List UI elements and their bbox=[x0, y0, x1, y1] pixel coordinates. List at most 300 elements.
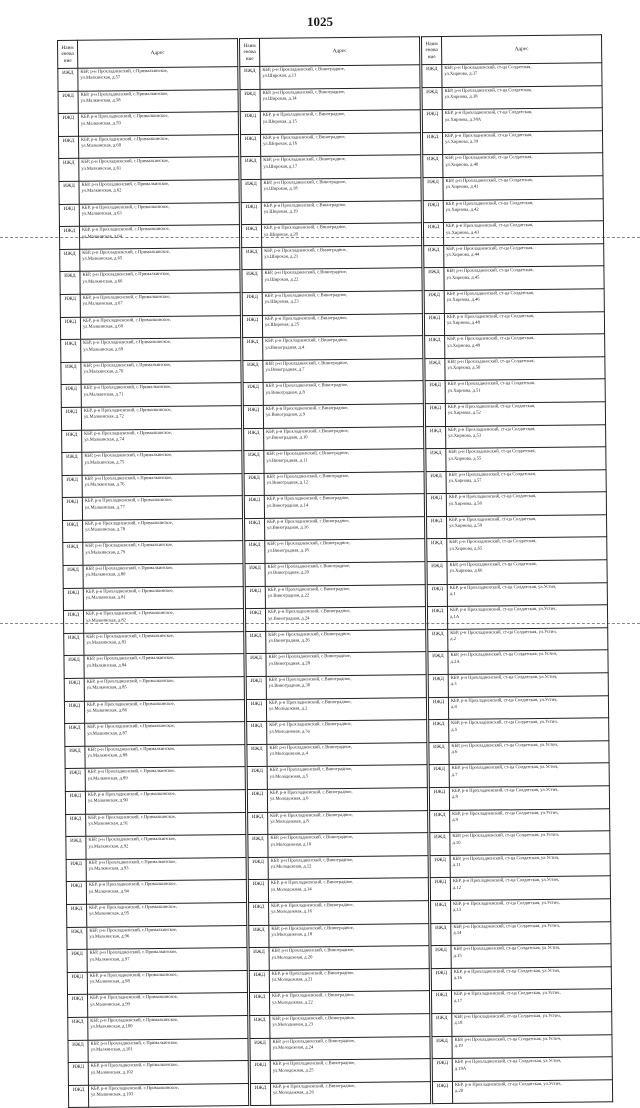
row-type: ИЖД bbox=[67, 995, 87, 1018]
row-address bbox=[265, 562, 425, 586]
row-type: ИЖД bbox=[68, 1017, 88, 1040]
table-row bbox=[59, 157, 239, 181]
table-row bbox=[430, 808, 610, 832]
address-line-1: КБР, р-н Прохладненский, ст-ца Солдатская, bbox=[446, 312, 535, 319]
table-row bbox=[248, 878, 428, 902]
row-address bbox=[80, 293, 240, 317]
row-address bbox=[83, 564, 243, 588]
row-type: ИЖД bbox=[423, 177, 443, 200]
address-line-1: КБР, р-н Прохладненский, с.Прималкинское, bbox=[87, 745, 176, 752]
row-address bbox=[447, 537, 607, 561]
address-line-1: КБР, р-н Прохладненский, ст-ца Солдатская, ул.Устич, bbox=[453, 922, 560, 929]
row-address bbox=[85, 790, 245, 814]
address-table-2 bbox=[239, 36, 431, 1106]
table-row bbox=[423, 198, 603, 222]
row-type: ИЖД bbox=[246, 699, 266, 722]
row-type: ИЖД bbox=[430, 833, 450, 856]
row-type: ИЖД bbox=[243, 383, 263, 406]
table-row bbox=[249, 923, 429, 947]
address-line-2: ул.Малкинская, д.91 bbox=[88, 820, 129, 826]
table-row bbox=[244, 494, 424, 518]
address-line-1: КБР, р-н Прохладненский, с.Виноградное, bbox=[267, 608, 351, 615]
address-line-2: ул.Малкинская, д.85 bbox=[86, 684, 127, 691]
row-address bbox=[83, 609, 243, 633]
row-address bbox=[88, 1015, 248, 1039]
table-row bbox=[62, 451, 242, 475]
row-address bbox=[449, 763, 609, 787]
row-address bbox=[266, 652, 426, 676]
address-line-2: ул.Хирнова, д.37 bbox=[444, 71, 478, 77]
table-row bbox=[59, 134, 239, 158]
row-type: ИЖД bbox=[432, 1013, 452, 1036]
address-line-1: КБР, р-н Прохладненский, ст-ца Солдатская, ул.Устич, bbox=[449, 606, 557, 613]
row-address bbox=[81, 383, 241, 407]
row-address bbox=[446, 469, 606, 493]
table-row bbox=[428, 673, 608, 697]
table-row bbox=[68, 1061, 248, 1085]
row-type: ИЖД bbox=[431, 946, 451, 969]
address-line-2: ул.Широкая, д.18 bbox=[263, 185, 298, 192]
address-line-2: д.14 bbox=[453, 929, 462, 935]
table-row bbox=[60, 247, 240, 271]
row-type: ИЖД bbox=[245, 586, 265, 609]
row-type: ИЖД bbox=[64, 656, 84, 679]
table-row bbox=[62, 496, 242, 520]
table-row bbox=[428, 650, 608, 674]
address-line-1: КБР, р-н Прохладненский, с.Прималкинское, bbox=[90, 1061, 179, 1068]
table-row bbox=[61, 338, 241, 362]
address-line-1: КБР, р-н Прохладненский, ст-ца Солдатская, ул.Устич, bbox=[450, 673, 558, 680]
address-line-2: ул.Малкинская, д.66 bbox=[82, 278, 123, 284]
table-row bbox=[242, 291, 422, 315]
address-line-1: КБР, р-н Прохладненский, с.Прималкинское, bbox=[84, 429, 172, 436]
row-type: ИЖД bbox=[430, 878, 450, 901]
row-type: ИЖД bbox=[428, 629, 448, 652]
address-line-1: КБР, р-н Прохладненский, с.Прималкинское, bbox=[81, 203, 170, 210]
row-type: ИЖД bbox=[67, 904, 87, 927]
table-row bbox=[240, 132, 420, 156]
row-type: ИЖД bbox=[242, 270, 262, 293]
address-line-2: ул.Малкинская, д.57 bbox=[80, 74, 121, 81]
row-type: ИЖД bbox=[426, 426, 446, 449]
table-row bbox=[60, 293, 240, 317]
address-line-2: д.2А bbox=[450, 658, 460, 664]
address-line-2: ул.Молодежная, д.23 bbox=[272, 1021, 314, 1028]
address-line-2: ул.Виноградная, д.8 bbox=[265, 389, 305, 395]
address-line-1: КБР, р-н Прохладненский, ст-ца Солдатская, bbox=[445, 222, 534, 229]
address-line-2: д.3 bbox=[450, 681, 457, 687]
address-line-2: д.18 bbox=[454, 1020, 463, 1026]
table-row bbox=[248, 855, 428, 879]
address-line-2: ул.Хирнова, д.51 bbox=[447, 387, 481, 393]
row-type: ИЖД bbox=[60, 317, 80, 340]
address-line-2: д.15 bbox=[453, 952, 462, 958]
address-line-2: ул.Малкинская, д.70 bbox=[83, 368, 124, 374]
row-address bbox=[270, 1081, 430, 1105]
table-row bbox=[431, 921, 611, 945]
address-line-2: ул.Широкая, д.13 bbox=[262, 72, 297, 79]
row-address bbox=[260, 87, 420, 111]
table-row bbox=[247, 788, 427, 812]
table-row bbox=[60, 270, 240, 294]
address-line-2: ул.Виноградная, д.18 bbox=[267, 547, 309, 553]
row-address bbox=[269, 946, 429, 970]
table-row bbox=[59, 180, 239, 204]
row-type: ИЖД bbox=[64, 678, 84, 701]
row-address bbox=[452, 1034, 612, 1058]
row-type: ИЖД bbox=[243, 337, 263, 360]
address-line-2: д.10 bbox=[452, 839, 461, 845]
row-type: ИЖД bbox=[240, 89, 260, 112]
row-type: ИЖД bbox=[246, 631, 266, 654]
table-row bbox=[422, 131, 602, 155]
address-line-1: КБР, р-н Прохладненский, с.Виноградное, bbox=[271, 947, 355, 953]
address-line-2: ул.Широкая, д.21 bbox=[264, 253, 299, 259]
address-line-2: ул.Молодежная, д.22 bbox=[272, 999, 313, 1005]
table-row bbox=[244, 471, 424, 495]
address-line-1: КБР, р-н Прохладненский, с.Прималкинское, bbox=[84, 497, 173, 504]
table-row bbox=[428, 628, 608, 652]
row-type: ИЖД bbox=[60, 249, 80, 272]
row-address bbox=[443, 153, 603, 177]
row-type: ИЖД bbox=[245, 563, 265, 586]
address-line-1: КБР, р-н Прохладненский, ст-ца Солдатская, ул.Устич, bbox=[451, 719, 558, 726]
row-address bbox=[443, 176, 603, 200]
address-line-1: КБР, р-н Прохладненский, с.Прималкинское, bbox=[90, 1016, 179, 1023]
table-row bbox=[250, 1081, 430, 1105]
address-line-2: ул.Молодежная, д.26 bbox=[273, 1089, 314, 1095]
row-address bbox=[264, 471, 424, 495]
row-address bbox=[444, 266, 604, 290]
address-line-2: ул.Молодежная, д.24 bbox=[272, 1044, 314, 1050]
table-row bbox=[429, 763, 609, 787]
row-type: ИЖД bbox=[242, 292, 262, 315]
row-type: ИЖД bbox=[248, 835, 268, 858]
address-line-1: КБР, р-н Прохладненский, ст-ца Солдатская, bbox=[444, 109, 533, 116]
table-row bbox=[66, 812, 246, 836]
address-line-1: КБР, р-н Прохладненский, ст-ца Солдатская, ул.Устич, bbox=[450, 651, 558, 658]
row-type: ИЖД bbox=[63, 588, 83, 611]
row-address bbox=[81, 405, 241, 429]
row-type: ИЖД bbox=[426, 471, 446, 494]
address-line-1: КБР, р-н Прохладненский, ст-ца Солдатская, bbox=[448, 493, 537, 500]
address-line-2: ул.Малкинская, д.58 bbox=[80, 97, 121, 103]
address-line-1: КБР, р-н Прохладненский, ст-ца Солдатская, ул.Устич, bbox=[453, 967, 561, 974]
header-type-line: енова bbox=[61, 51, 74, 58]
row-type: ИЖД bbox=[428, 697, 448, 720]
address-line-1: КБР, р-н Прохладненский, с.Прималкинское, bbox=[90, 994, 178, 1001]
row-type: ИЖД bbox=[244, 428, 264, 451]
address-line-1: КБР, р-н Прохладненский, с.Виноградное, bbox=[265, 382, 349, 389]
table-row bbox=[427, 515, 607, 539]
row-type: ИЖД bbox=[431, 991, 451, 1014]
address-line-1: КБР, р-н Прохладненский, с.Виноградное, bbox=[263, 133, 346, 140]
address-line-2: ул.Хирнова, д.46 bbox=[446, 296, 480, 303]
address-line-1: КБР, р-н Прохладненский, с.Виноградное, bbox=[271, 924, 354, 931]
address-line-2: ул.Малкинская, д.97 bbox=[89, 955, 130, 962]
address-line-1: КБР, р-н Прохладненский, с.Виноградное, bbox=[267, 585, 351, 592]
table-row bbox=[247, 720, 427, 744]
row-address bbox=[270, 1059, 430, 1083]
address-line-2: ул.Молодежная, д.3а bbox=[269, 728, 310, 734]
address-line-1: КБР, р-н Прохладненский, с.Прималкинское, bbox=[86, 677, 175, 684]
row-address bbox=[78, 89, 238, 113]
address-line-2: ул.Малкинская, д.98 bbox=[89, 978, 130, 984]
page-number: 1025 bbox=[307, 14, 333, 29]
row-address bbox=[267, 765, 427, 789]
address-line-2: ул.Виноградная, д.22 bbox=[267, 592, 310, 598]
address-line-2: ул.Хирнова, д.49 bbox=[447, 342, 481, 348]
row-address bbox=[443, 198, 603, 222]
address-line-1: КБР, р-н Прохладненский, с.Прималкинское, bbox=[80, 67, 169, 74]
row-type: ИЖД bbox=[67, 927, 87, 950]
row-type: ИЖД bbox=[248, 857, 268, 880]
address-line-2: ул.Хирнова, д.65 bbox=[449, 545, 483, 551]
row-address bbox=[263, 358, 423, 382]
address-line-1: КБР, р-н Прохладненский, ст-ца Солдатская, ул.Устич, bbox=[452, 831, 559, 839]
address-line-2: ул.Малкинская, д.95 bbox=[89, 910, 130, 917]
row-address bbox=[451, 921, 611, 945]
row-address bbox=[79, 202, 239, 226]
row-address bbox=[265, 607, 425, 631]
table-row bbox=[432, 1034, 612, 1058]
table-row bbox=[249, 901, 429, 925]
address-line-1: КБР, р-н Прохладненский, ст-ца Солдатская, bbox=[446, 244, 534, 251]
table-row bbox=[431, 899, 611, 923]
address-line-1: КБР, р-н Прохладненский, ст-ца Солдатская, ул.Устич, bbox=[452, 854, 560, 861]
table-row bbox=[431, 989, 611, 1013]
address-line-1: КБР, р-н Прохладненский, ст-ца Солдатская, bbox=[445, 199, 534, 206]
address-line-1: КБР, р-н Прохладненский, с.Виноградное, bbox=[269, 788, 353, 795]
row-type: ИЖД bbox=[429, 787, 449, 810]
table-row bbox=[424, 266, 604, 290]
address-line-2: ул.Малкинская, д.76 bbox=[84, 481, 125, 487]
address-line-1: КБР, р-н Прохладненский, ст-ца Солдатская, ул.Устич, bbox=[450, 628, 557, 635]
address-line-1: КБР, р-н Прохладненский, с.Прималкинское, bbox=[85, 519, 173, 526]
row-address bbox=[80, 247, 240, 271]
row-type: ИЖД bbox=[65, 746, 85, 769]
row-type: ИЖД bbox=[249, 925, 269, 948]
table-row bbox=[242, 245, 422, 269]
row-type: ИЖД bbox=[250, 1060, 270, 1083]
header-type bbox=[239, 38, 259, 66]
address-line-2: ул.Малкинская, д.83 bbox=[86, 639, 127, 645]
address-line-2: ул.Виноградная, д.16 bbox=[267, 524, 309, 531]
address-line-1: КБР, р-н Прохладненский, с.Виноградное, bbox=[272, 1014, 355, 1021]
header-type-line: Наим bbox=[243, 42, 256, 49]
address-line-1: КБР, р-н Прохладненский, с.Виноградное, bbox=[269, 743, 353, 750]
address-line-2: ул.Молодежная, д.21 bbox=[271, 976, 313, 982]
table-row bbox=[243, 358, 423, 382]
address-line-2: ул.Виноградная, д.30 bbox=[268, 682, 311, 689]
row-type: ИЖД bbox=[250, 1038, 270, 1061]
address-line-2: ул.Широкая, д.17 bbox=[263, 163, 298, 169]
address-line-2: ул.Хирнова, д.59 bbox=[449, 522, 483, 529]
row-type: ИЖД bbox=[425, 381, 445, 404]
row-address bbox=[449, 786, 609, 810]
row-address bbox=[79, 180, 239, 204]
address-line-2: ул.Виноградная, д.20 bbox=[267, 569, 309, 576]
table-row bbox=[245, 539, 425, 563]
address-line-2: ул.Молодежная, д.20 bbox=[271, 953, 313, 960]
row-type: ИЖД bbox=[248, 812, 268, 835]
address-line-2: ул.Хирнова, д.66 bbox=[449, 568, 483, 574]
row-address bbox=[450, 808, 610, 832]
row-address bbox=[447, 605, 607, 629]
row-type: ИЖД bbox=[423, 223, 443, 246]
row-type: ИЖД bbox=[240, 112, 260, 135]
address-line-2: д.2 bbox=[450, 636, 457, 642]
table-row bbox=[426, 424, 606, 448]
address-line-1: КБР, р-н Прохладненский, с.Виноградное, bbox=[264, 314, 348, 321]
row-address bbox=[79, 225, 239, 249]
table-row bbox=[243, 381, 423, 405]
address-line-2: ул.Хирнова, д.38 bbox=[444, 93, 478, 99]
address-line-2: ул.Хирнова, д.44 bbox=[446, 251, 480, 258]
address-line-1: КБР, р-н Прохладненский, с.Виноградное, bbox=[265, 404, 349, 411]
address-line-1: КБР, р-н Прохладненский, ст-ца Солдатская, bbox=[449, 561, 537, 567]
row-address bbox=[447, 515, 607, 539]
address-line-1: КБР, р-н Прохладненский, с.Виноградное, bbox=[264, 246, 347, 253]
row-address bbox=[446, 447, 606, 471]
address-line-1: КБР, р-н Прохладненский, с.Виноградное, bbox=[266, 472, 350, 479]
row-address bbox=[263, 404, 423, 428]
row-type: ИЖД bbox=[427, 607, 447, 630]
row-type: ИЖД bbox=[241, 202, 261, 225]
address-line-2: д.19А bbox=[454, 1065, 467, 1071]
address-line-2: д.8 bbox=[451, 794, 458, 800]
row-address bbox=[269, 901, 429, 925]
address-line-1: КБР, р-н Прохладненский, с.Виноградное, bbox=[262, 111, 346, 118]
row-type: ИЖД bbox=[58, 91, 78, 114]
row-address bbox=[84, 631, 244, 655]
table-row bbox=[248, 833, 428, 857]
row-address bbox=[444, 289, 604, 313]
address-line-2: ул.Виноградная, д.28 bbox=[268, 660, 310, 666]
table-row bbox=[62, 428, 242, 452]
row-address bbox=[452, 1057, 612, 1081]
row-type: ИЖД bbox=[66, 814, 86, 837]
row-type: ИЖД bbox=[428, 674, 448, 697]
row-address bbox=[81, 338, 241, 362]
row-address bbox=[262, 245, 422, 269]
address-line-1: КБР, р-н Прохладненский, ст-ца Солдатская, bbox=[449, 538, 537, 545]
table-row bbox=[63, 564, 243, 588]
row-address bbox=[87, 993, 247, 1017]
address-line-1: КБР, р-н Прохладненский, с.Прималкинское, bbox=[82, 293, 171, 300]
address-line-2: д.11 bbox=[452, 862, 461, 868]
address-line-2: д.19 bbox=[454, 1042, 463, 1048]
table-row bbox=[65, 767, 245, 791]
table-row bbox=[246, 652, 426, 676]
row-address bbox=[448, 628, 608, 652]
row-type: ИЖД bbox=[427, 584, 447, 607]
row-address bbox=[261, 155, 421, 179]
table-row bbox=[58, 112, 238, 136]
row-address bbox=[267, 742, 427, 766]
table-row bbox=[426, 447, 606, 471]
address-line-1: КБР, р-н Прохладненский, с.Прималкинское, bbox=[84, 451, 173, 458]
address-line-2: ул.Малкинская, д.84 bbox=[86, 662, 127, 668]
table-row bbox=[428, 695, 608, 719]
row-address bbox=[85, 744, 245, 768]
row-type: ИЖД bbox=[428, 652, 448, 675]
row-type: ИЖД bbox=[246, 676, 266, 699]
row-type: ИЖД bbox=[243, 360, 263, 383]
row-type: ИЖД bbox=[423, 200, 443, 223]
row-type: ИЖД bbox=[432, 1036, 452, 1059]
address-line-2: ул.Хирнова, д.50 bbox=[447, 364, 481, 371]
address-line-1: КБР, р-н Прохладненский, с.Прималкинское, bbox=[81, 135, 169, 142]
address-line-2: ул.Малкинская, д.60 bbox=[81, 142, 122, 148]
table-row bbox=[64, 654, 244, 678]
table-row bbox=[246, 630, 426, 654]
table-row bbox=[60, 315, 240, 339]
address-line-1: КБР, р-н Прохладненский, с.Прималкинское, bbox=[80, 113, 169, 119]
address-line-2: ул.Широкая, д.20 bbox=[264, 231, 298, 237]
address-line-1: КБР, р-н Прохладненский, с.Виноградное, bbox=[263, 178, 347, 185]
address-line-1: КБР, р-н Прохладненский, ст-ца Солдатская, bbox=[445, 154, 533, 161]
row-type: ИЖД bbox=[427, 562, 447, 585]
row-type: ИЖД bbox=[241, 225, 261, 248]
row-type: ИЖД bbox=[62, 475, 82, 498]
row-address bbox=[445, 334, 605, 358]
row-type: ИЖД bbox=[250, 1083, 270, 1106]
header-type bbox=[58, 40, 78, 68]
address-line-2: ул.Малкинская, д.80 bbox=[85, 571, 126, 578]
address-line-2: ул.Молодежная, д.25 bbox=[272, 1066, 314, 1073]
row-address bbox=[263, 381, 423, 405]
address-line-1: КБР, р-н Прохладненский, ст-ца Солдатская, ул.Устич, bbox=[454, 1080, 562, 1087]
table-row bbox=[249, 946, 429, 970]
row-type: ИЖД bbox=[422, 87, 442, 110]
address-line-2: д.5 bbox=[451, 726, 458, 732]
row-type: ИЖД bbox=[67, 949, 87, 972]
header-address: Адрес bbox=[259, 37, 419, 67]
row-address bbox=[86, 880, 246, 904]
address-line-2: ул.Малкинская, д.88 bbox=[87, 752, 128, 758]
row-address bbox=[85, 722, 245, 746]
address-line-2: ул.Широкая, д.22 bbox=[264, 276, 299, 282]
address-table-1 bbox=[57, 38, 249, 1108]
table-row bbox=[61, 360, 241, 384]
address-line-2: ул.Малкинская, д.94 bbox=[88, 888, 129, 894]
table-row bbox=[426, 492, 606, 516]
row-address bbox=[442, 108, 602, 132]
table-row bbox=[68, 1038, 248, 1062]
address-line-1: КБР, р-н Прохладненский, с.Прималкинское, bbox=[83, 361, 172, 368]
address-line-2: д.4 bbox=[450, 703, 457, 709]
table-row bbox=[61, 383, 241, 407]
table-row bbox=[431, 944, 611, 968]
header-address: Адрес bbox=[441, 35, 601, 65]
row-type: ИЖД bbox=[247, 744, 267, 767]
table-row bbox=[64, 699, 244, 723]
table-row bbox=[67, 970, 247, 994]
row-address bbox=[80, 315, 240, 339]
header-type-line: енова bbox=[425, 47, 438, 54]
table-row bbox=[241, 155, 421, 179]
row-address bbox=[266, 630, 426, 654]
table-row bbox=[66, 880, 246, 904]
row-type: ИЖД bbox=[243, 405, 263, 428]
address-line-2: ул.Малкинская, д.90 bbox=[87, 797, 128, 804]
table-row bbox=[432, 1012, 612, 1036]
row-type: ИЖД bbox=[64, 701, 84, 724]
row-type: ИЖД bbox=[431, 923, 451, 946]
header-type-line: ние bbox=[63, 57, 72, 64]
address-line-2: ул.Малкинская, д.92 bbox=[88, 842, 129, 849]
